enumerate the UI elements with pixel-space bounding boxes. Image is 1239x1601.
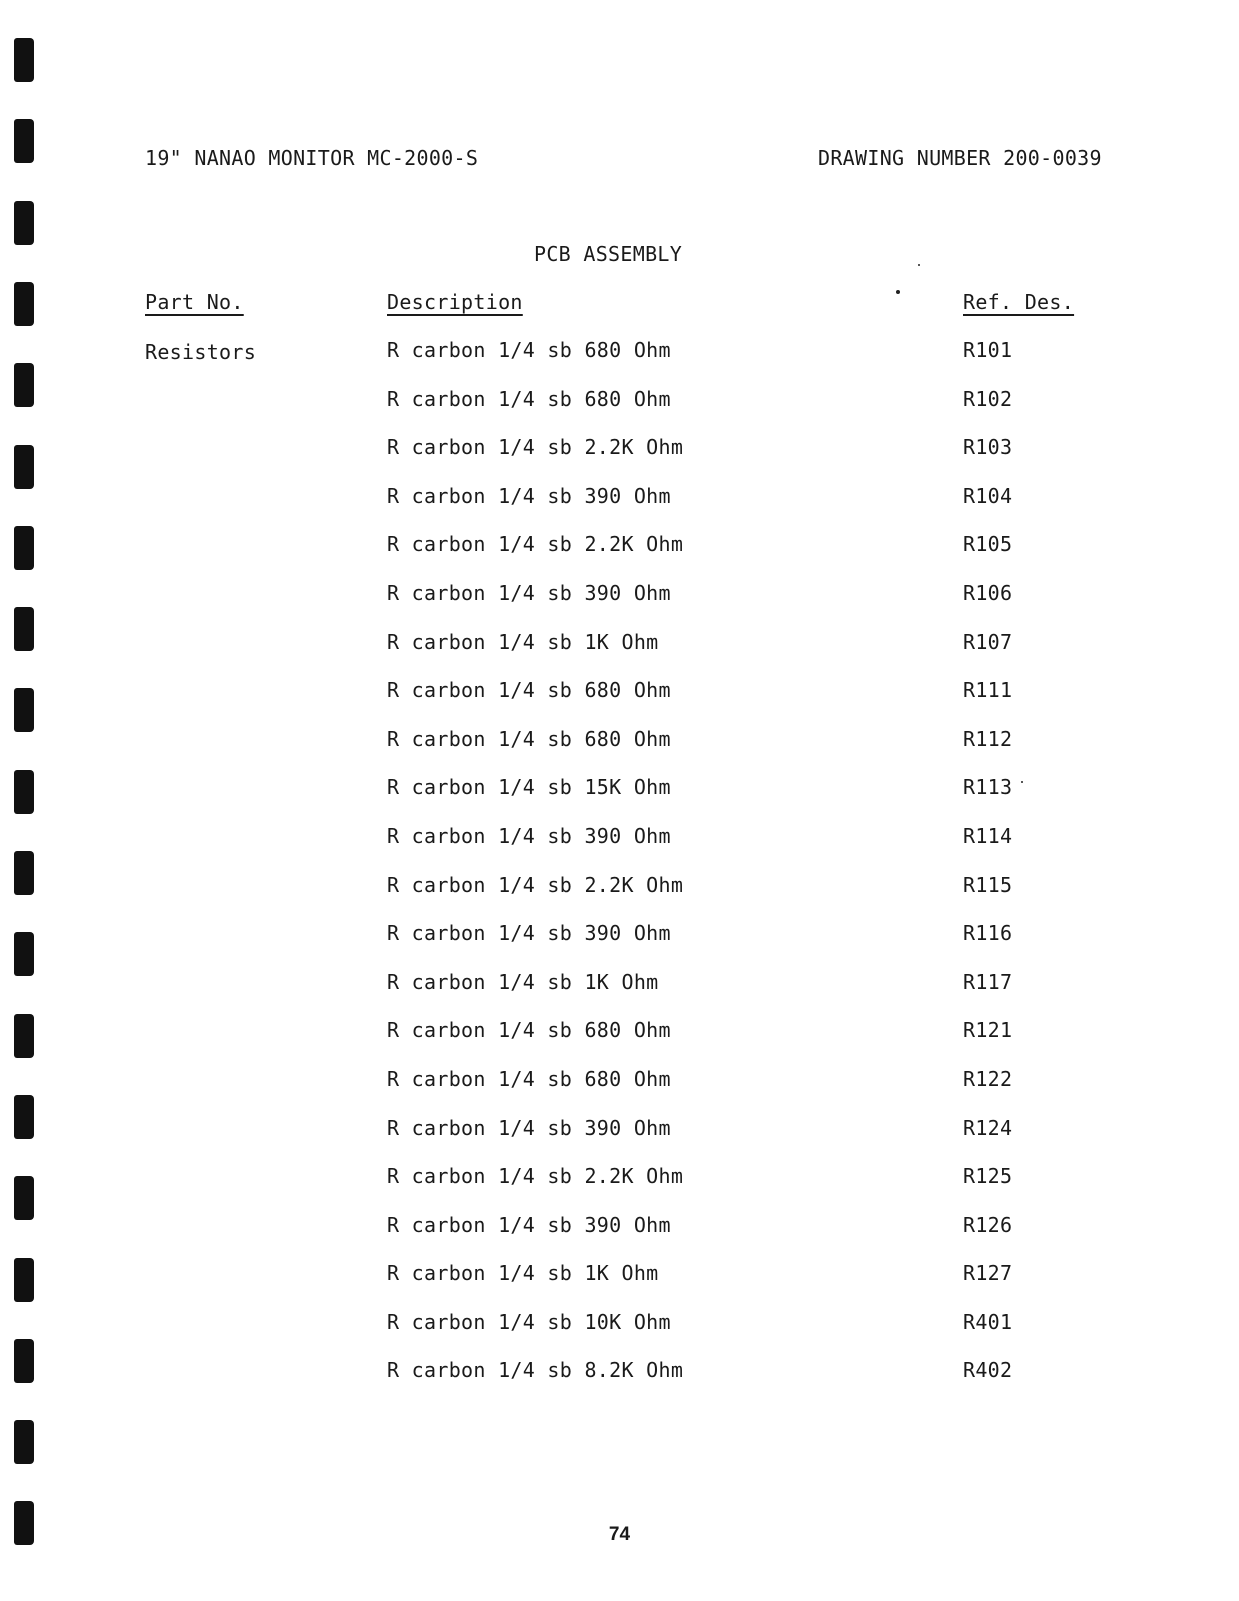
binding-hole: [14, 38, 34, 82]
reference-designator: R101: [963, 338, 1013, 362]
table-row: [0, 1018, 1239, 1067]
reference-designator: R106: [963, 580, 1013, 605]
reference-designator: R402: [963, 1358, 1013, 1383]
part-description: R carbon 1/4 sb 2.2K Ohm: [387, 532, 684, 557]
table-row: [0, 678, 1239, 727]
reference-designator: R117: [963, 969, 1013, 994]
table-row: [0, 727, 1239, 776]
table-row: [0, 581, 1239, 630]
reference-designator: R116: [963, 921, 1013, 946]
drawing-number: DRAWING NUMBER 200-0039: [818, 146, 1102, 170]
reference-designator: R107: [963, 629, 1013, 654]
page-number: 74: [608, 1524, 631, 1545]
part-description: R carbon 1/4 sb 1K Ohm: [387, 969, 659, 994]
table-row: [0, 1067, 1239, 1116]
reference-designator: R102: [963, 386, 1013, 411]
part-description: R carbon 1/4 sb 2.2K Ohm: [387, 1164, 684, 1189]
table-row: [0, 387, 1239, 436]
table-row: [0, 1116, 1239, 1165]
reference-designator: R124: [963, 1115, 1013, 1140]
part-description: R carbon 1/4 sb 1K Ohm: [387, 1261, 659, 1286]
column-header-ref-des: Ref. Des.: [963, 290, 1075, 314]
binding-hole: [14, 1420, 34, 1464]
part-description: R carbon 1/4 sb 2.2K Ohm: [387, 435, 684, 460]
reference-designator: R105: [963, 532, 1013, 557]
parts-list: [0, 338, 1239, 1407]
table-row: [0, 532, 1239, 581]
part-description: R carbon 1/4 sb 390 Ohm: [387, 823, 671, 848]
part-description: R carbon 1/4 sb 390 Ohm: [387, 921, 671, 946]
part-description: R carbon 1/4 sb 680 Ohm: [387, 338, 671, 362]
part-description: R carbon 1/4 sb 15K Ohm: [387, 775, 671, 800]
document-title: 19" NANAO MONITOR MC-2000-S: [145, 146, 479, 170]
binding-hole: [14, 201, 34, 245]
reference-designator: R104: [963, 483, 1013, 508]
table-row: [0, 970, 1239, 1019]
table-row: [0, 630, 1239, 679]
part-description: R carbon 1/4 sb 680 Ohm: [387, 1066, 671, 1091]
reference-designator: R127: [963, 1261, 1013, 1286]
table-row: [0, 435, 1239, 484]
reference-designator: R103: [963, 435, 1013, 460]
reference-designator: R126: [963, 1212, 1013, 1237]
section-title: PCB ASSEMBLY: [534, 242, 683, 266]
table-row: [0, 824, 1239, 873]
part-description: R carbon 1/4 sb 680 Ohm: [387, 678, 671, 703]
reference-designator: R113: [963, 775, 1013, 800]
table-row: [0, 1310, 1239, 1359]
part-description: R carbon 1/4 sb 390 Ohm: [387, 1115, 671, 1140]
table-row: [0, 484, 1239, 533]
part-description: R carbon 1/4 sb 1K Ohm: [387, 629, 659, 654]
reference-designator: R122: [963, 1066, 1013, 1091]
table-row: [0, 1213, 1239, 1262]
column-header-description: Description: [387, 290, 523, 314]
reference-designator: R401: [963, 1309, 1013, 1334]
column-header-part-no: Part No.: [145, 290, 244, 314]
reference-designator: R114: [963, 823, 1013, 848]
table-row: [0, 1358, 1239, 1407]
part-description: R carbon 1/4 sb 8.2K Ohm: [387, 1358, 684, 1383]
reference-designator: R112: [963, 726, 1013, 751]
scan-speck: [918, 264, 920, 266]
scan-speck: [1021, 781, 1023, 783]
scan-speck: [896, 290, 900, 294]
table-row: [0, 775, 1239, 824]
part-description: R carbon 1/4 sb 680 Ohm: [387, 386, 671, 411]
table-row: [0, 921, 1239, 970]
table-row: [0, 338, 1239, 387]
part-description: R carbon 1/4 sb 390 Ohm: [387, 1212, 671, 1237]
table-row: [0, 1164, 1239, 1213]
reference-designator: R115: [963, 872, 1013, 897]
binding-hole: [14, 119, 34, 163]
part-description: R carbon 1/4 sb 390 Ohm: [387, 580, 671, 605]
part-description: R carbon 1/4 sb 680 Ohm: [387, 1018, 671, 1043]
binding-hole: [14, 282, 34, 326]
part-description: R carbon 1/4 sb 10K Ohm: [387, 1309, 671, 1334]
part-description: R carbon 1/4 sb 390 Ohm: [387, 483, 671, 508]
reference-designator: R121: [963, 1018, 1013, 1043]
table-row: [0, 1261, 1239, 1310]
part-group-label: Resistors: [145, 340, 257, 364]
reference-designator: R125: [963, 1164, 1013, 1189]
part-description: R carbon 1/4 sb 2.2K Ohm: [387, 872, 684, 897]
table-row: [0, 873, 1239, 922]
part-description: R carbon 1/4 sb 680 Ohm: [387, 726, 671, 751]
reference-designator: R111: [963, 678, 1013, 703]
